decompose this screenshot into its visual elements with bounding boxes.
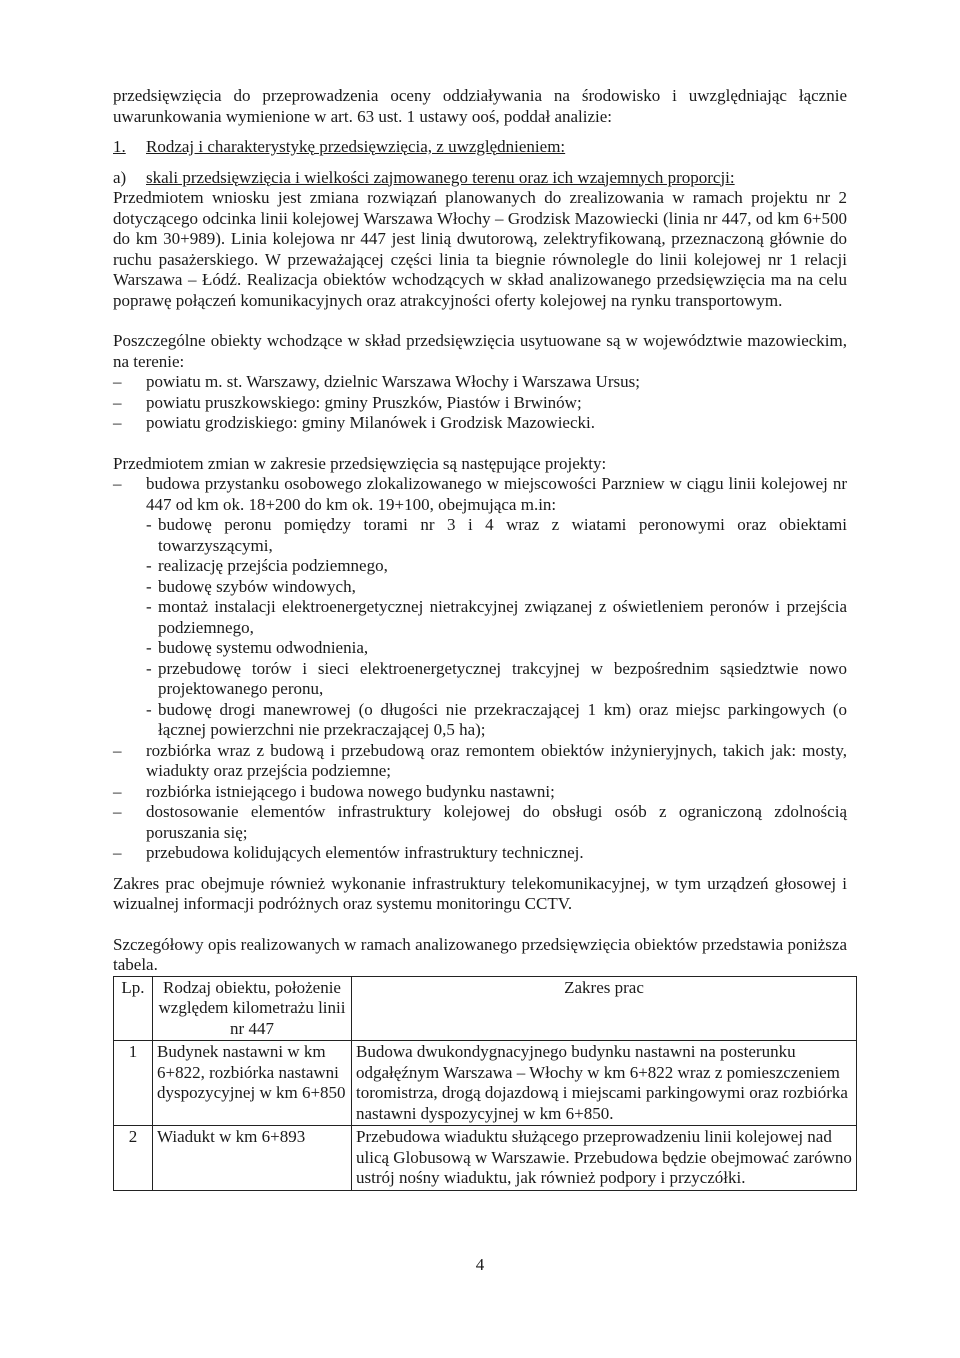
objects-table [113,976,857,1191]
list-item: – budowa przystanku osobowego zlokalizowanego w miejscowości Parzniew w ciągu linii kolejowej nr 447 od km ok. 18+200 do km ok. 19+100, obejmująca m.in: [113,474,847,514]
sub-list-item: - montaż instalacji elektroenergetycznej nietrakcyjnej związanej z oświetleniem peronów i przejścia podziemnego, [146,597,847,637]
paragraph-2: Poszczególne obiekty wchodzące w skład przedsięwzięcia usytuowane są w województwie mazowieckim, na terenie: [113,331,847,371]
page-number: 4 [475,1255,485,1274]
paragraph-1: Przedmiotem wniosku jest zmiana rozwiązań planowanych do zrealizowania w ramach projektu nr 2 dotyczącego odcinka linii kolejowej Warszawa Włochy – Grodzisk Mazowiecki (linia nr 447, od km 6+500 do km 30+989). Linia kolejowa nr 447 jest linią dwutorową, zelektryfikowaną, przeznaczoną głównie do ruchu pasażerskiego. W przeważającej części linia ta biegnie równolegle do linii kolejowej nr 1 relacji Warszawa – Łódź. Realizacja obiektów wchodzących w skład analizowanego przedsięwzięcia ma na celu poprawę połączeń komunikacyjnych oraz atrakcyjności oferty kolejowej na rynku transportowym. [113,188,847,310]
paragraph-3: Przedmiotem zmian w zakresie przedsięwzięcia są następujące projekty: [113,453,607,473]
table-cell: 2 [114,1126,153,1191]
intro-paragraph: przedsięwzięcia do przeprowadzenia oceny oddziaływania na środowisko i uwzględniając łącznie uwarunkowania wymienione w art. 63 ust. 1 ustawy ooś, poddał analizie: [113,86,847,126]
table-row [114,1041,857,1126]
list-item: – rozbiórka wraz z budową i przebudową oraz remontem obiektów inżynieryjnych, takich jak: mosty, wiadukty oraz przejścia podziemne; [113,740,847,780]
subsection-title: skali przedsięwzięcia i wielkości zajmowanego terenu oraz ich wzajemnych proporcji: [146,167,735,187]
table-header-row [114,976,857,1041]
table-cell: Wiadukt w km 6+893 [153,1126,352,1191]
section-number: 1. [113,137,126,156]
table-cell: 1 [114,1041,153,1126]
list-item: – przebudowa kolidujących elementów infrastruktury technicznej. [113,843,584,862]
table-cell: Przebudowa wiaduktu służącego przeprowadzeniu linii kolejowej nad ulicą Globusową w Warszawie. Przebudowa będzie obejmować zarówno ustrój nośny wiaduktu, jak również podpory i przyczółki. [352,1126,857,1191]
list-item: – rozbiórka istniejącego i budowa nowego budynku nastawni; [113,781,555,801]
sub-list-item: - budowę peronu pomiędzy torami nr 3 i 4 wraz z wiatami peronowymi oraz obiektami towarzyszącymi, [146,515,847,555]
table-cell: Budynek nastawni w km 6+822, rozbiórka nastawni dyspozycyjnej w km 6+850 [153,1041,352,1126]
sub-list-item: - budowę systemu odwodnienia, [146,638,369,657]
list-item: – powiatu m. st. Warszawy, dzielnic Warszawa Włochy i Warszawa Ursus; [113,372,640,391]
list-item: – powiatu grodziskiego: gminy Milanówek i Grodzisk Mazowiecki. [113,413,595,432]
sub-list-item: - przebudowę torów i sieci elektroenergetycznej trakcyjnej w bezpośrednim sąsiedztwie nowo projektowanego peronu, [146,658,847,698]
locations-list [113,372,847,434]
subsection-heading [113,168,847,189]
table-header-cell: Lp. [114,976,153,1041]
subsection-label: a) [113,167,127,187]
section-title: Rodzaj i charakterystykę przedsięwzięcia, z uwzględnieniem: [146,137,566,156]
sub-list-item: - realizację przejścia podziemnego, [146,556,388,575]
list-item: – powiatu pruszkowskiego: gminy Pruszków, Piastów i Brwinów; [113,392,582,412]
projects-list [113,474,847,864]
list-item: – dostosowanie elementów infrastruktury kolejowej do obsługi osób z ograniczoną zdolnością poruszania się; [113,802,847,842]
paragraph-4: Zakres prac obejmuje również wykonanie infrastruktury telekomunikacyjnej, w tym urządzeń głosowej i wizualnej informacji podróżnych oraz systemu monitoringu CCTV. [113,873,847,913]
paragraph-5: Szczegółowy opis realizowanych w ramach analizowanego przedsięwzięcia obiektów przedstawia poniższa tabela. [113,934,847,974]
sub-list-item: - budowę drogi manewrowej (o długości nie przekraczającej 1 km) oraz miejsc parkingowych (o łącznej powierzchni nie przekraczającej 0,5 ha); [146,699,847,739]
table-cell: Budowa dwukondygnacyjnego budynku nastawni na posterunku odgałęźnym Warszawa – Włochy w km 6+822 wraz z pomieszczeniem toromistrza, drogą dojazdową i miejscami parkingowymi oraz rozbiórka nastawni dyspozycyjnej w km 6+850. [352,1041,857,1126]
document-page [113,86,852,1191]
table-row [114,1126,857,1191]
table-header-cell: Rodzaj obiektu, położenie względem kilometrażu linii nr 447 [153,976,352,1041]
sub-list-item: - budowę szybów windowych, [146,576,356,596]
table-header-cell: Zakres prac [352,976,857,1041]
section-heading [113,137,847,158]
